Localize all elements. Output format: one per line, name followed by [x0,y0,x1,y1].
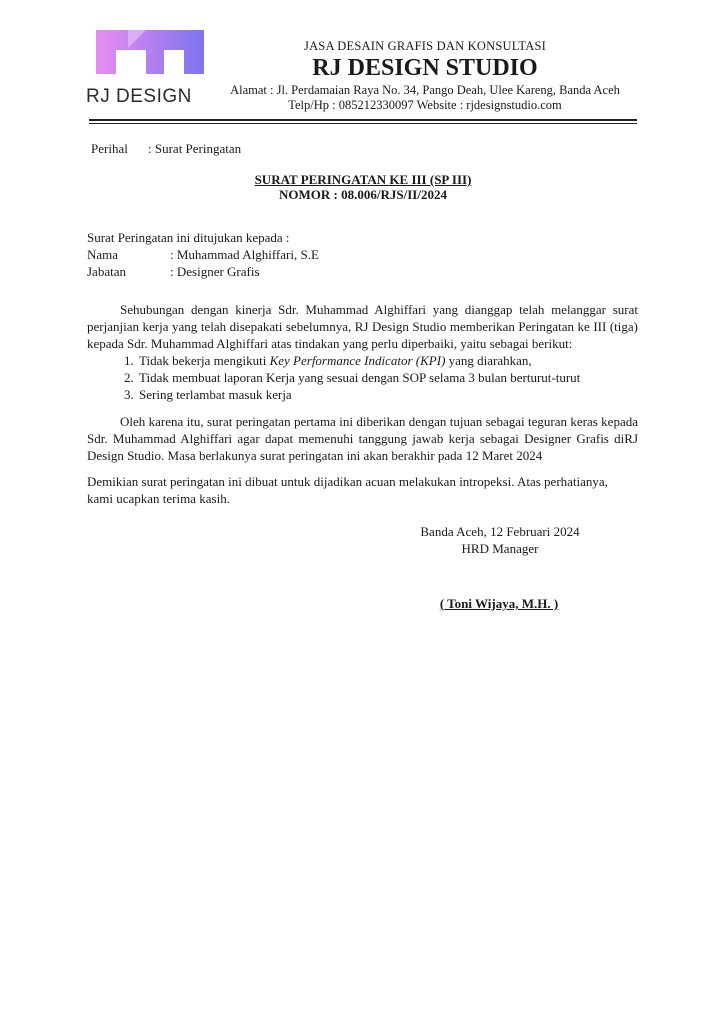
violation-list [87,352,638,403]
subject-label: Perihal [91,141,128,156]
name-label: Nama [87,247,119,262]
body-paragraph-1: Sehubungan dengan kinerja Sdr. Muhammad Alghiffari yang dianggap telah melanggar surat perjanjian kerja yang telah disepakati sebelumnya, RJ Design Studio memberikan Peringatan ke III (tiga) kepada Sdr. Muhammad Alghiffari atas tindakan yang perlu diperbaiki, yaitu sebagai berikut: [87,302,638,351]
company-address: Alamat : Jl. Perdamaian Raya No. 34, Pango Deah, Ulee Kareng, Banda Aceh [230,83,620,97]
body-section [87,301,638,403]
company-name: RJ DESIGN STUDIO [312,55,538,81]
signer-name: ( Toni Wijaya, M.H. ) [439,596,559,611]
header-divider-thin [89,123,637,124]
position-value: : Designer Grafis [170,264,260,279]
logo-text: RJ DESIGN [86,86,192,107]
violation-item: 2. Tidak membuat laporan Kerja yang sesuai dengan SOP selama 3 bulan berturut-turut [137,369,638,386]
company-contact: Telp/Hp : 085212330097 Website : rjdesignstudio.com [288,98,562,112]
subject-line [91,141,241,157]
recipient-name-row [87,246,638,263]
body-paragraph-2: Oleh karena itu, surat peringatan pertama ini diberikan dengan tujuan sebagai teguran keras kepada Sdr. Muhammad Alghiffari agar dapat memenuhi tanggung jawab kerja sebagai Designer Grafis diRJ Design Studio. Masa berlakunya surat peringatan ini akan berakhir pada 12 Maret 2024 [87,414,638,463]
position-label: Jabatan [87,264,126,279]
company-tagline: JASA DESAIN GRAFIS DAN KONSULTASI [304,39,546,53]
header-divider-thick [89,119,637,121]
letter-title-main: SURAT PERINGATAN KE III (SP III) [254,172,472,187]
letter-title [89,172,637,202]
subject-value: : Surat Peringatan [148,141,242,156]
recipient-intro: Surat Peringatan ini ditujukan kepada : [87,230,290,245]
signature-block [400,523,600,557]
violation-item: 3. Sering terlambat masuk kerja [137,386,638,403]
place-date: Banda Aceh, 12 Februari 2024 [420,524,580,539]
recipient-position-row [87,263,638,280]
letter-number: NOMOR : 08.006/RJS/II/2024 [279,187,447,202]
letterhead [220,38,630,112]
body-paragraph-3: Demikian surat peringatan ini dibuat untuk dijadikan acuan melakukan intropeksi. Atas perhatianya, kami ucapkan terima kasih. [87,474,608,506]
violation-item: 1. Tidak bekerja mengikuti Key Performance Indicator (KPI) yang diarahkan, [137,352,638,369]
name-value: : Muhammad Alghiffari, S.E [170,247,319,262]
recipient-block [87,229,638,280]
signer-position: HRD Manager [461,541,539,556]
